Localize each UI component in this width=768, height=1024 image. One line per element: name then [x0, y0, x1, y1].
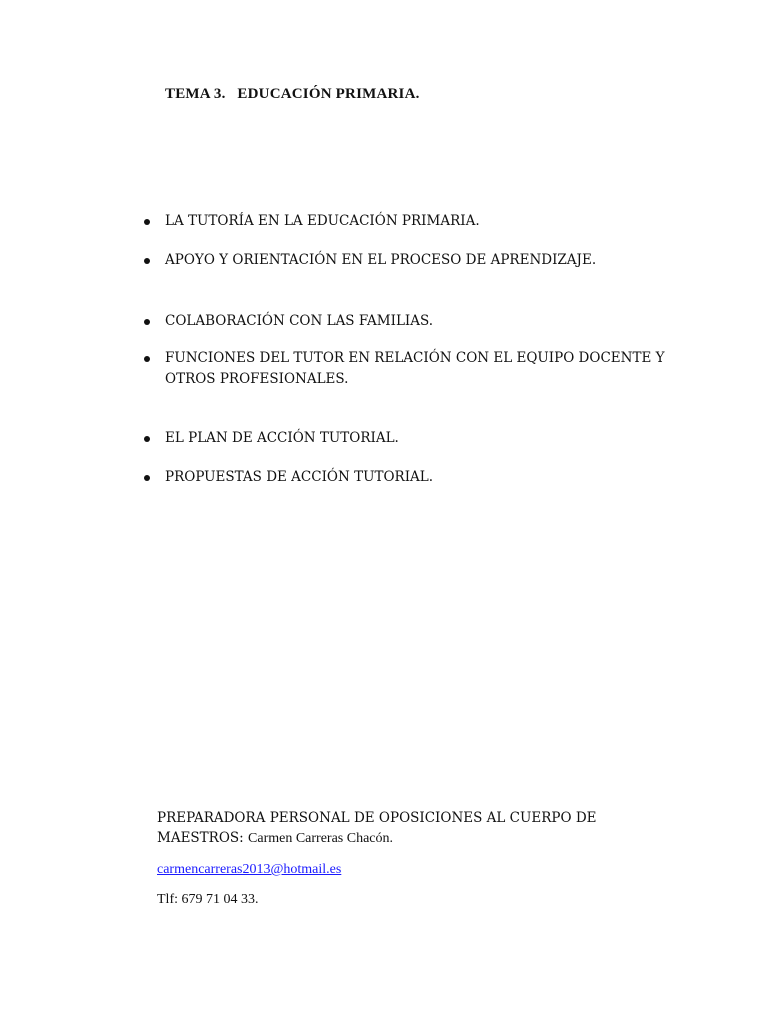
list-item	[165, 250, 665, 271]
list-item	[165, 467, 665, 488]
list-item-text: COLABORACIÓN CON LAS FAMILIAS.	[165, 313, 434, 329]
list-item-text: APOYO Y ORIENTACIÓN EN EL PROCESO DE APRENDIZAJE.	[165, 252, 597, 268]
bullet-dot-icon	[144, 319, 150, 325]
phone-number: Tlf: 679 71 04 33.	[157, 892, 259, 907]
preparer-info	[157, 808, 627, 849]
list-item-text: LA TUTORÍA EN LA EDUCACIÓN PRIMARIA.	[165, 213, 480, 229]
list-item	[165, 311, 665, 332]
list-item-text: PROPUESTAS DE ACCIÓN TUTORIAL.	[165, 469, 434, 485]
preparer-label: PREPARADORA PERSONAL DE OPOSICIONES AL CUERPO DE MAESTROS:	[157, 810, 597, 846]
bullet-dot-icon	[144, 475, 150, 481]
bullet-dot-icon	[144, 356, 150, 362]
list-item	[165, 211, 665, 232]
preparer-name: Carmen Carreras Chacón.	[248, 831, 394, 846]
list-item	[165, 428, 665, 449]
list-item	[165, 348, 665, 390]
list-item-text: FUNCIONES DEL TUTOR EN RELACIÓN CON EL EQUIPO DOCENTE Y OTROS PROFESIONALES.	[165, 350, 665, 387]
document-footer	[157, 808, 627, 910]
list-item-text: EL PLAN DE ACCIÓN TUTORIAL.	[165, 430, 399, 446]
bullet-dot-icon	[144, 258, 150, 264]
bullet-dot-icon	[144, 219, 150, 225]
document-title: TEMA 3. EDUCACIÓN PRIMARIA.	[165, 86, 420, 102]
email-link[interactable]: carmencarreras2013@hotmail.es	[157, 862, 342, 877]
bullet-dot-icon	[144, 436, 150, 442]
